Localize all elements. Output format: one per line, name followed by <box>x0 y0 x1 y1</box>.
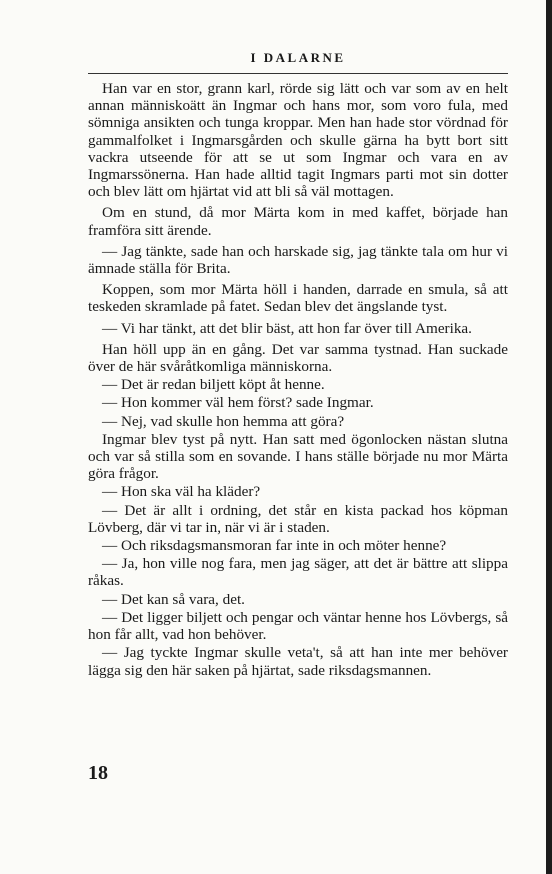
paragraph: Koppen, som mor Märta höll i handen, darrade en smula, så att teskeden skramlade på fatet. Sedan blev det ängslande tyst. <box>88 281 508 316</box>
paragraph: — Hon kommer väl hem först? sade Ingmar. <box>102 394 374 412</box>
page-edge-shadow <box>546 0 552 874</box>
paragraph: — Det är allt i ordning, det står en kista packad hos köpman Lövberg, där vi tar in, när vi är i staden. <box>88 501 508 536</box>
body-text <box>88 80 508 680</box>
paragraph: Han höll upp än en gång. Det var samma tystnad. Han suckade över de här svåråtkomliga människorna. <box>88 340 508 376</box>
running-head: I DALARNE <box>250 50 346 65</box>
paragraph: Om en stund, då mor Märta kom in med kaffet, började han framföra sitt ärende. <box>88 204 508 239</box>
paragraph: — Nej, vad skulle hon hemma att göra? <box>102 412 345 430</box>
paragraph: — Vi har tänkt, att det blir bäst, att hon far över till Amerika. <box>102 319 472 337</box>
paragraph: — Det är redan biljett köpt åt henne. <box>102 376 325 394</box>
paragraph: — Hon ska väl ha kläder? <box>102 483 261 501</box>
paragraph: Han var en stor, grann karl, rörde sig lätt och var som av en helt annan människoätt än Ingmar och hans mor, som voro fula, med sömniga ansikten och tunga kroppar. Men han hade stor vördnad för gammalfolket i Ingmarsgården och skulle gärna ha bytt bort sitt vackra utseende för att se ut som Ingmar och vara en av Ingmarssönerna. Han hade alltid tagit Ingmars parti mot sin dotter och blev lätt om hjärtat vid att bli så väl mottagen. <box>88 80 508 201</box>
page-number: 18 <box>88 762 108 784</box>
paragraph: Ingmar blev tyst på nytt. Han satt med ögonlocken nästan slutna och var så stilla som en sovande. I hans ställe började nu mor Märta göra frågor. <box>88 430 508 483</box>
paragraph: — Det kan så vara, det. <box>102 590 245 608</box>
header-rule <box>88 73 508 74</box>
paragraph: — Det ligger biljett och pengar och väntar henne hos Lövbergs, så hon får allt, vad hon behöver. <box>88 608 508 644</box>
paragraph: — Ja, hon ville nog fara, men jag säger, att det är bättre att slippa råkas. <box>88 555 508 590</box>
paragraph: — Jag tyckte Ingmar skulle veta't, så att han inte mer behöver lägga sig den här saken på hjärtat, sade riksdagsmannen. <box>88 644 508 679</box>
paragraph: — Och riksdagsmansmoran far inte in och möter henne? <box>102 537 447 555</box>
paragraph: — Jag tänkte, sade han och harskade sig, jag tänkte tala om hur vi ämnade ställa för Brita. <box>88 242 508 278</box>
